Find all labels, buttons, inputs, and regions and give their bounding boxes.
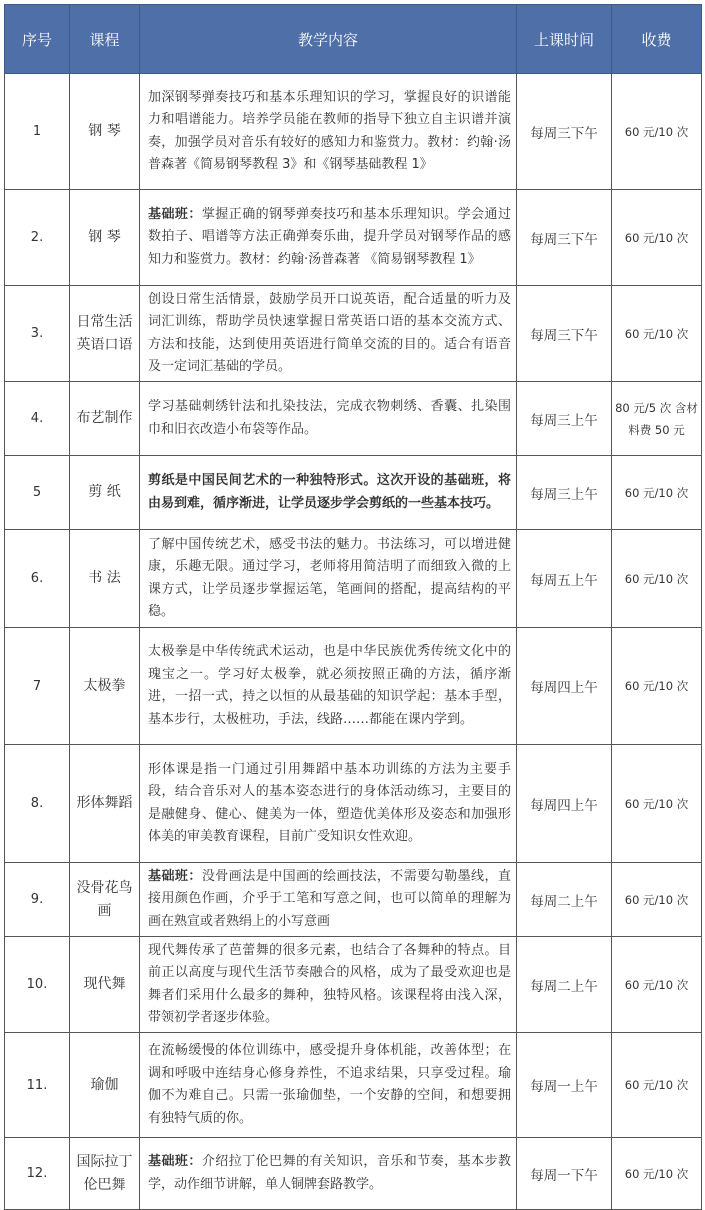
row-content-text: 了解中国传统艺术，感受书法的魅力。书法练习，可以增进健康，乐趣无限。通过学习，老师将用简洁明了而细致入微的上课方式，让学员逐步掌握运笔，笔画间的搭配，提高结构的平稳。: [148, 536, 511, 619]
row-content: [140, 1138, 517, 1210]
row-time: 每周四上午: [517, 628, 612, 745]
course-table: [4, 4, 702, 1210]
row-time: 每周五上午: [517, 530, 612, 628]
row-index: 12.: [5, 1138, 70, 1210]
row-content-text: 掌握正确的钢琴弹奏技巧和基本乐理知识。学会通过数拍子、唱谱等方法正确弹奏乐曲，提升学员对钢琴作品的感知力和鉴赏力。教材：约翰·汤普森著 《简易钢琴教程 1》: [148, 206, 511, 267]
table-header-row: [5, 5, 702, 74]
row-time: 每周二上午: [517, 937, 612, 1033]
table-row: [5, 286, 702, 382]
row-index: 4.: [5, 382, 70, 456]
row-course: 没骨花鸟画: [70, 863, 140, 937]
row-content: [140, 937, 517, 1033]
table-row: [5, 1138, 702, 1210]
row-content-text: 没骨画法是中国画的绘画技法，不需要勾勒墨线，直接用颜色作画，介乎于工笔和写意之间，也可以简单的理解为画在熟宣或者熟绢上的小写意画: [148, 868, 511, 929]
row-content-bold: 基础班：: [148, 206, 202, 222]
row-content: [140, 456, 517, 530]
table-row: [5, 745, 702, 863]
row-content: [140, 382, 517, 456]
row-content: [140, 628, 517, 745]
table-row: [5, 530, 702, 628]
row-course: 国际拉丁伦巴舞: [70, 1138, 140, 1210]
row-fee: 60 元/10 次: [612, 530, 702, 628]
row-time: 每周三下午: [517, 286, 612, 382]
row-index: 6.: [5, 530, 70, 628]
row-course: 钢 琴: [70, 190, 140, 286]
row-content: [140, 1033, 517, 1138]
row-content-bold: 基础班：: [148, 868, 202, 884]
row-content-text: 形体课是指一门通过引用舞蹈中基本功训练的方法为主要手段，结合音乐对人的基本姿态进行的身体活动练习，主要目的是融健身、健心、健美为一体，塑造优美体形及姿态和加强形体美的审美教育课程，目前广受知识女性欢迎。: [148, 761, 511, 844]
row-index: 11.: [5, 1033, 70, 1138]
header-time: 上课时间: [517, 5, 612, 74]
row-course: 瑜伽: [70, 1033, 140, 1138]
table-row: [5, 628, 702, 745]
row-content: [140, 190, 517, 286]
header-content: 教学内容: [140, 5, 517, 74]
row-course: 太极拳: [70, 628, 140, 745]
row-content-text: 在流畅缓慢的体位训练中，感受提升身体机能，改善体型；在调和呼吸中连结身心修身养性，不追求结果，只享受过程。瑜伽不为难自己。只需一张瑜伽垫，一个安静的空间，和想要拥有独特气质的你。: [148, 1043, 511, 1126]
row-index: 5: [5, 456, 70, 530]
table-row: [5, 937, 702, 1033]
row-time: 每周三上午: [517, 456, 612, 530]
table-row: [5, 190, 702, 286]
row-time: 每周一上午: [517, 1033, 612, 1138]
row-content: [140, 745, 517, 863]
row-content-text: 加深钢琴弹奏技巧和基本乐理知识的学习，掌握良好的识谱能力和唱谱能力。培养学员能在教师的指导下独立自主识谱并演奏，加强学员对音乐有较好的感知力和鉴赏力。教材：约翰·汤普森著《简易钢琴教程 3》和《钢琴基础教程 1》: [148, 89, 511, 172]
row-index: 1: [5, 74, 70, 190]
row-fee: 60 元/10 次: [612, 863, 702, 937]
table-row: [5, 863, 702, 937]
row-course: 钢 琴: [70, 74, 140, 190]
row-time: 每周三上午: [517, 382, 612, 456]
row-time: 每周二上午: [517, 863, 612, 937]
row-fee: 60 元/10 次: [612, 74, 702, 190]
row-content-bold: 剪纸是中国民间艺术的一种独特形式。这次开设的基础班，将由易到难，循序渐进，让学员逐步学会剪纸的一些基本技巧。: [148, 473, 511, 511]
row-time: 每周三下午: [517, 190, 612, 286]
table-row: [5, 456, 702, 530]
row-content-text: 太极拳是中华传统武术运动，也是中华民族优秀传统文化中的瑰宝之一。学习好太极拳，就必须按照正确的方法，循序渐进，一招一式，持之以恒的从最基础的知识学起：基本手型，基本步行，太极桩功，手法，线路……都能在课内学到。: [148, 644, 511, 727]
row-fee: 60 元/10 次: [612, 745, 702, 863]
header-fee: 收费: [612, 5, 702, 74]
row-content-text: 学习基础刺绣针法和扎染技法，完成衣物刺绣、香囊、扎染围巾和旧衣改造小布袋等作品。: [148, 399, 511, 437]
row-fee: 60 元/10 次: [612, 190, 702, 286]
row-index: 9.: [5, 863, 70, 937]
row-course: 布艺制作: [70, 382, 140, 456]
table-row: [5, 1033, 702, 1138]
row-fee: 60 元/10 次: [612, 1138, 702, 1210]
row-content: [140, 74, 517, 190]
row-content: [140, 286, 517, 382]
row-time: 每周四上午: [517, 745, 612, 863]
row-content: [140, 530, 517, 628]
row-fee: 60 元/10 次: [612, 937, 702, 1033]
table-row: [5, 382, 702, 456]
row-course: 剪 纸: [70, 456, 140, 530]
header-index: 序号: [5, 5, 70, 74]
row-index: 10.: [5, 937, 70, 1033]
row-index: 8.: [5, 745, 70, 863]
row-fee: 60 元/10 次: [612, 286, 702, 382]
row-fee: 60 元/10 次: [612, 1033, 702, 1138]
table-row: [5, 74, 702, 190]
row-content: [140, 863, 517, 937]
row-index: 3.: [5, 286, 70, 382]
row-index: 7: [5, 628, 70, 745]
row-content-text: 创设日常生活情景，鼓励学员开口说英语，配合适量的听力及词汇训练，帮助学员快速掌握日常英语口语的基本交流方式、方法和技能，达到使用英语进行简单交流的目的。适合有语音及一定词汇基础的学员。: [148, 291, 511, 374]
row-index: 2.: [5, 190, 70, 286]
row-content-text: 介绍拉丁伦巴舞的有关知识，音乐和节奏，基本步教学，动作细节讲解，单人铜牌套路教学。: [148, 1154, 511, 1192]
row-course: 日常生活英语口语: [70, 286, 140, 382]
row-fee: 80 元/5 次 含材料费 50 元: [612, 382, 702, 456]
row-content-text: 现代舞传承了芭蕾舞的很多元素，也结合了各舞种的特点。目前正以高度与现代生活节奏融合的风格，成为了最受欢迎也是舞者们采用什么最多的舞种，独特风格。该课程将由浅入深，带领初学者逐步体验。: [148, 942, 511, 1025]
row-time: 每周一下午: [517, 1138, 612, 1210]
row-course: 书 法: [70, 530, 140, 628]
row-course: 现代舞: [70, 937, 140, 1033]
row-content-bold: 基础班：: [148, 1154, 202, 1169]
row-time: 每周三下午: [517, 74, 612, 190]
header-course: 课程: [70, 5, 140, 74]
row-fee: 60 元/10 次: [612, 628, 702, 745]
row-fee: 60 元/10 次: [612, 456, 702, 530]
row-course: 形体舞蹈: [70, 745, 140, 863]
